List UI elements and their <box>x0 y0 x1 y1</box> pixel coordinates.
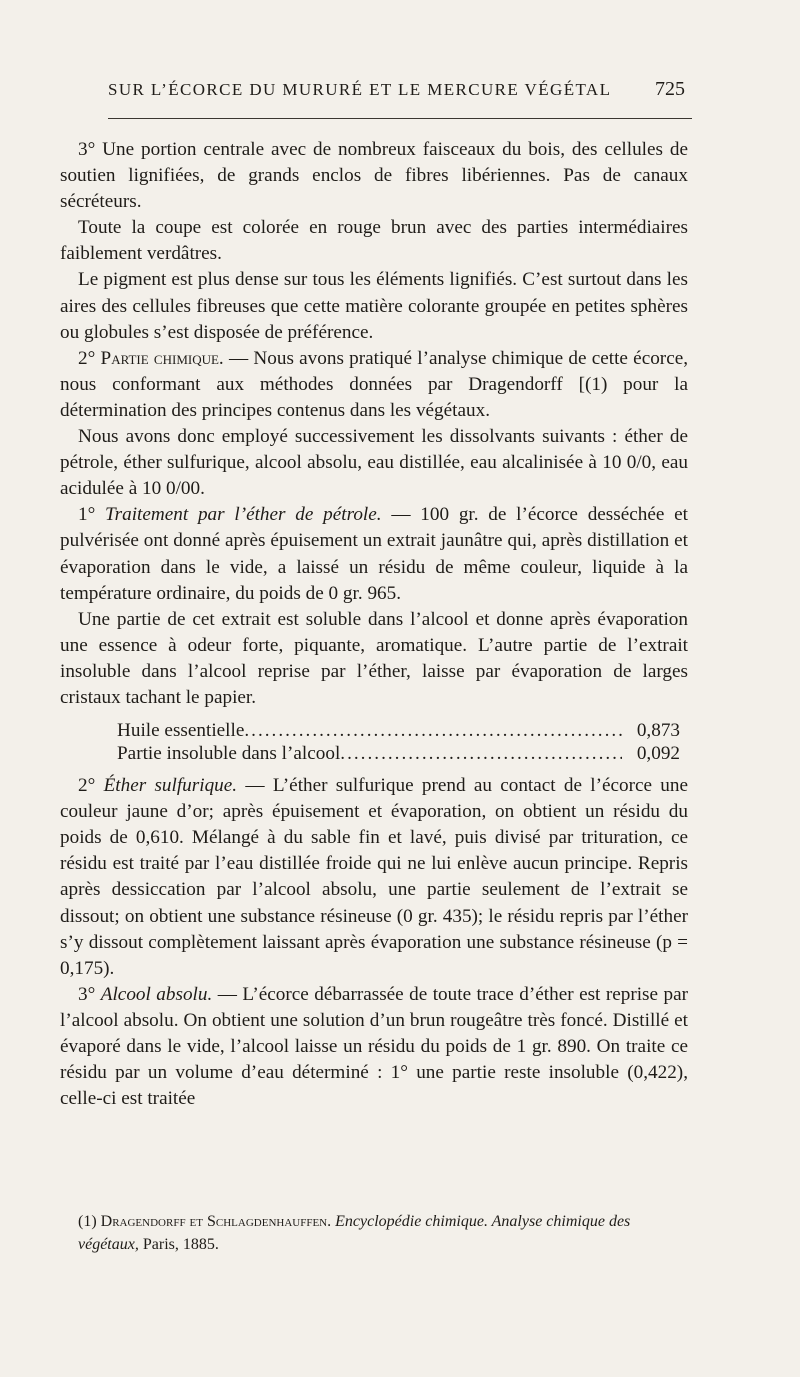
page-number: 725 <box>655 78 685 100</box>
footnote-authors: Dragendorff et Schlagdenhauffen. <box>100 1213 332 1230</box>
paragraph: 3° Une portion centrale avec de nombreux faisceaux du bois, des cellules de soutien lignifiées, de grands enclos de fibres libériennes. Pas de canaux sécréteurs. <box>60 139 688 213</box>
section-number: 1° <box>78 504 96 526</box>
section-number: 3° <box>78 983 96 1005</box>
paragraph <box>60 773 688 982</box>
section-heading: Traitement par l’éther de pétrole. <box>105 504 382 526</box>
paragraph-text: — 100 gr. de l’écorce desséchée et pulvérisée ont donné après épuisement un extrait jaunâtre qui, après distillation et évaporation dans le vide, a laissé un résidu de même couleur, liquide à la température ordinaire, du poids de 0 gr. 965. <box>60 504 689 604</box>
paragraph: Nous avons donc employé successivement les dissolvants suivants : éther de pétrole, éther sulfurique, alcool absolu, eau distillée, eau alcalinisée à 10 0/0, eau acidulée à 10 0/00. <box>60 426 688 500</box>
paragraph-text: — L’éther sulfurique prend au contact de l’écorce une couleur jaune d’or; après épuisement et évaporation, on obtient un résidu du poids de 0,610. Mélangé à du sable fin et lavé, puis divisé par trituration, ce résidu est traité par l’eau distillée froide qui ne lui enlève aucun principe. Repris après dessiccation par l’alcool absolu, une partie seulement de l’extrait se dissout; on obtient une substance résineuse (0 gr. 435); le résidu repris par l’éther s’y dissout complètement laissant après évaporation une substance résineuse (p = 0,175). <box>60 775 689 979</box>
section-number: 2° <box>78 775 96 797</box>
running-header <box>0 78 800 106</box>
leader-dots <box>340 742 622 765</box>
table-row <box>60 719 688 742</box>
section-heading: Alcool absolu. <box>100 983 213 1005</box>
table-row <box>60 742 688 765</box>
paragraph-text: — Nous avons pratiqué l’analyse chimique de cette écorce, nous conformant aux méthodes données par Dragendorff [(1) pour la détermination des principes contenus dans les végétaux. <box>60 347 689 421</box>
footnote <box>78 1210 690 1256</box>
row-value: 0,092 <box>636 743 680 765</box>
leader-dots <box>244 719 622 742</box>
paragraph: Une partie de cet extrait est soluble dans l’alcool et donne après évaporation une essence à odeur forte, piquante, aromatique. L’autre partie de l’extrait insoluble dans l’alcool reprise par l’éther, laisse par évaporation de larges cristaux tachant le papier. <box>60 608 688 708</box>
row-label: Partie insoluble dans l’alcool <box>117 743 341 765</box>
paragraph-text: — L’écorce débarrassée de toute trace d’éther est reprise par l’alcool absolu. On obtient une solution d’un brun rougeâtre très foncé. Distillé et évaporé dans le vide, l’alcool laisse un résidu du poids de 1 gr. 890. On traite ce résidu par un volume d’eau déterminé : 1° une partie reste insoluble (0,422), celle-ci est traitée <box>60 983 688 1110</box>
section-heading: Éther sulfurique. <box>103 775 238 797</box>
header-rule <box>108 118 692 119</box>
section-number: 2° <box>78 347 96 369</box>
paragraph <box>60 982 688 1112</box>
paragraph <box>60 346 688 424</box>
footnote-title: Encyclopédie chimique. Analyse chimique des végétaux, <box>78 1213 631 1253</box>
results-table <box>60 719 688 765</box>
footnote-rest: Paris, 1885. <box>138 1236 219 1253</box>
paragraph: Toute la coupe est colorée en rouge brun avec des parties intermédiaires faiblement verdâtres. <box>60 217 688 265</box>
running-title: SUR L’ÉCORCE DU MURURÉ ET LE MERCURE VÉGÉTAL <box>108 80 612 99</box>
row-value: 0,873 <box>636 720 680 742</box>
paragraph <box>60 502 688 606</box>
paragraph: Le pigment est plus dense sur tous les éléments lignifiés. C’est surtout dans les aires des cellules fibreuses que cette matière colorante groupée en petites sphères ou globules s’est disposée de préférence. <box>60 269 688 343</box>
body-text <box>60 137 688 1112</box>
footnote-marker: (1) <box>78 1213 97 1230</box>
section-heading: Partie chimique. <box>100 347 224 369</box>
row-label: Huile essentielle <box>117 720 245 742</box>
